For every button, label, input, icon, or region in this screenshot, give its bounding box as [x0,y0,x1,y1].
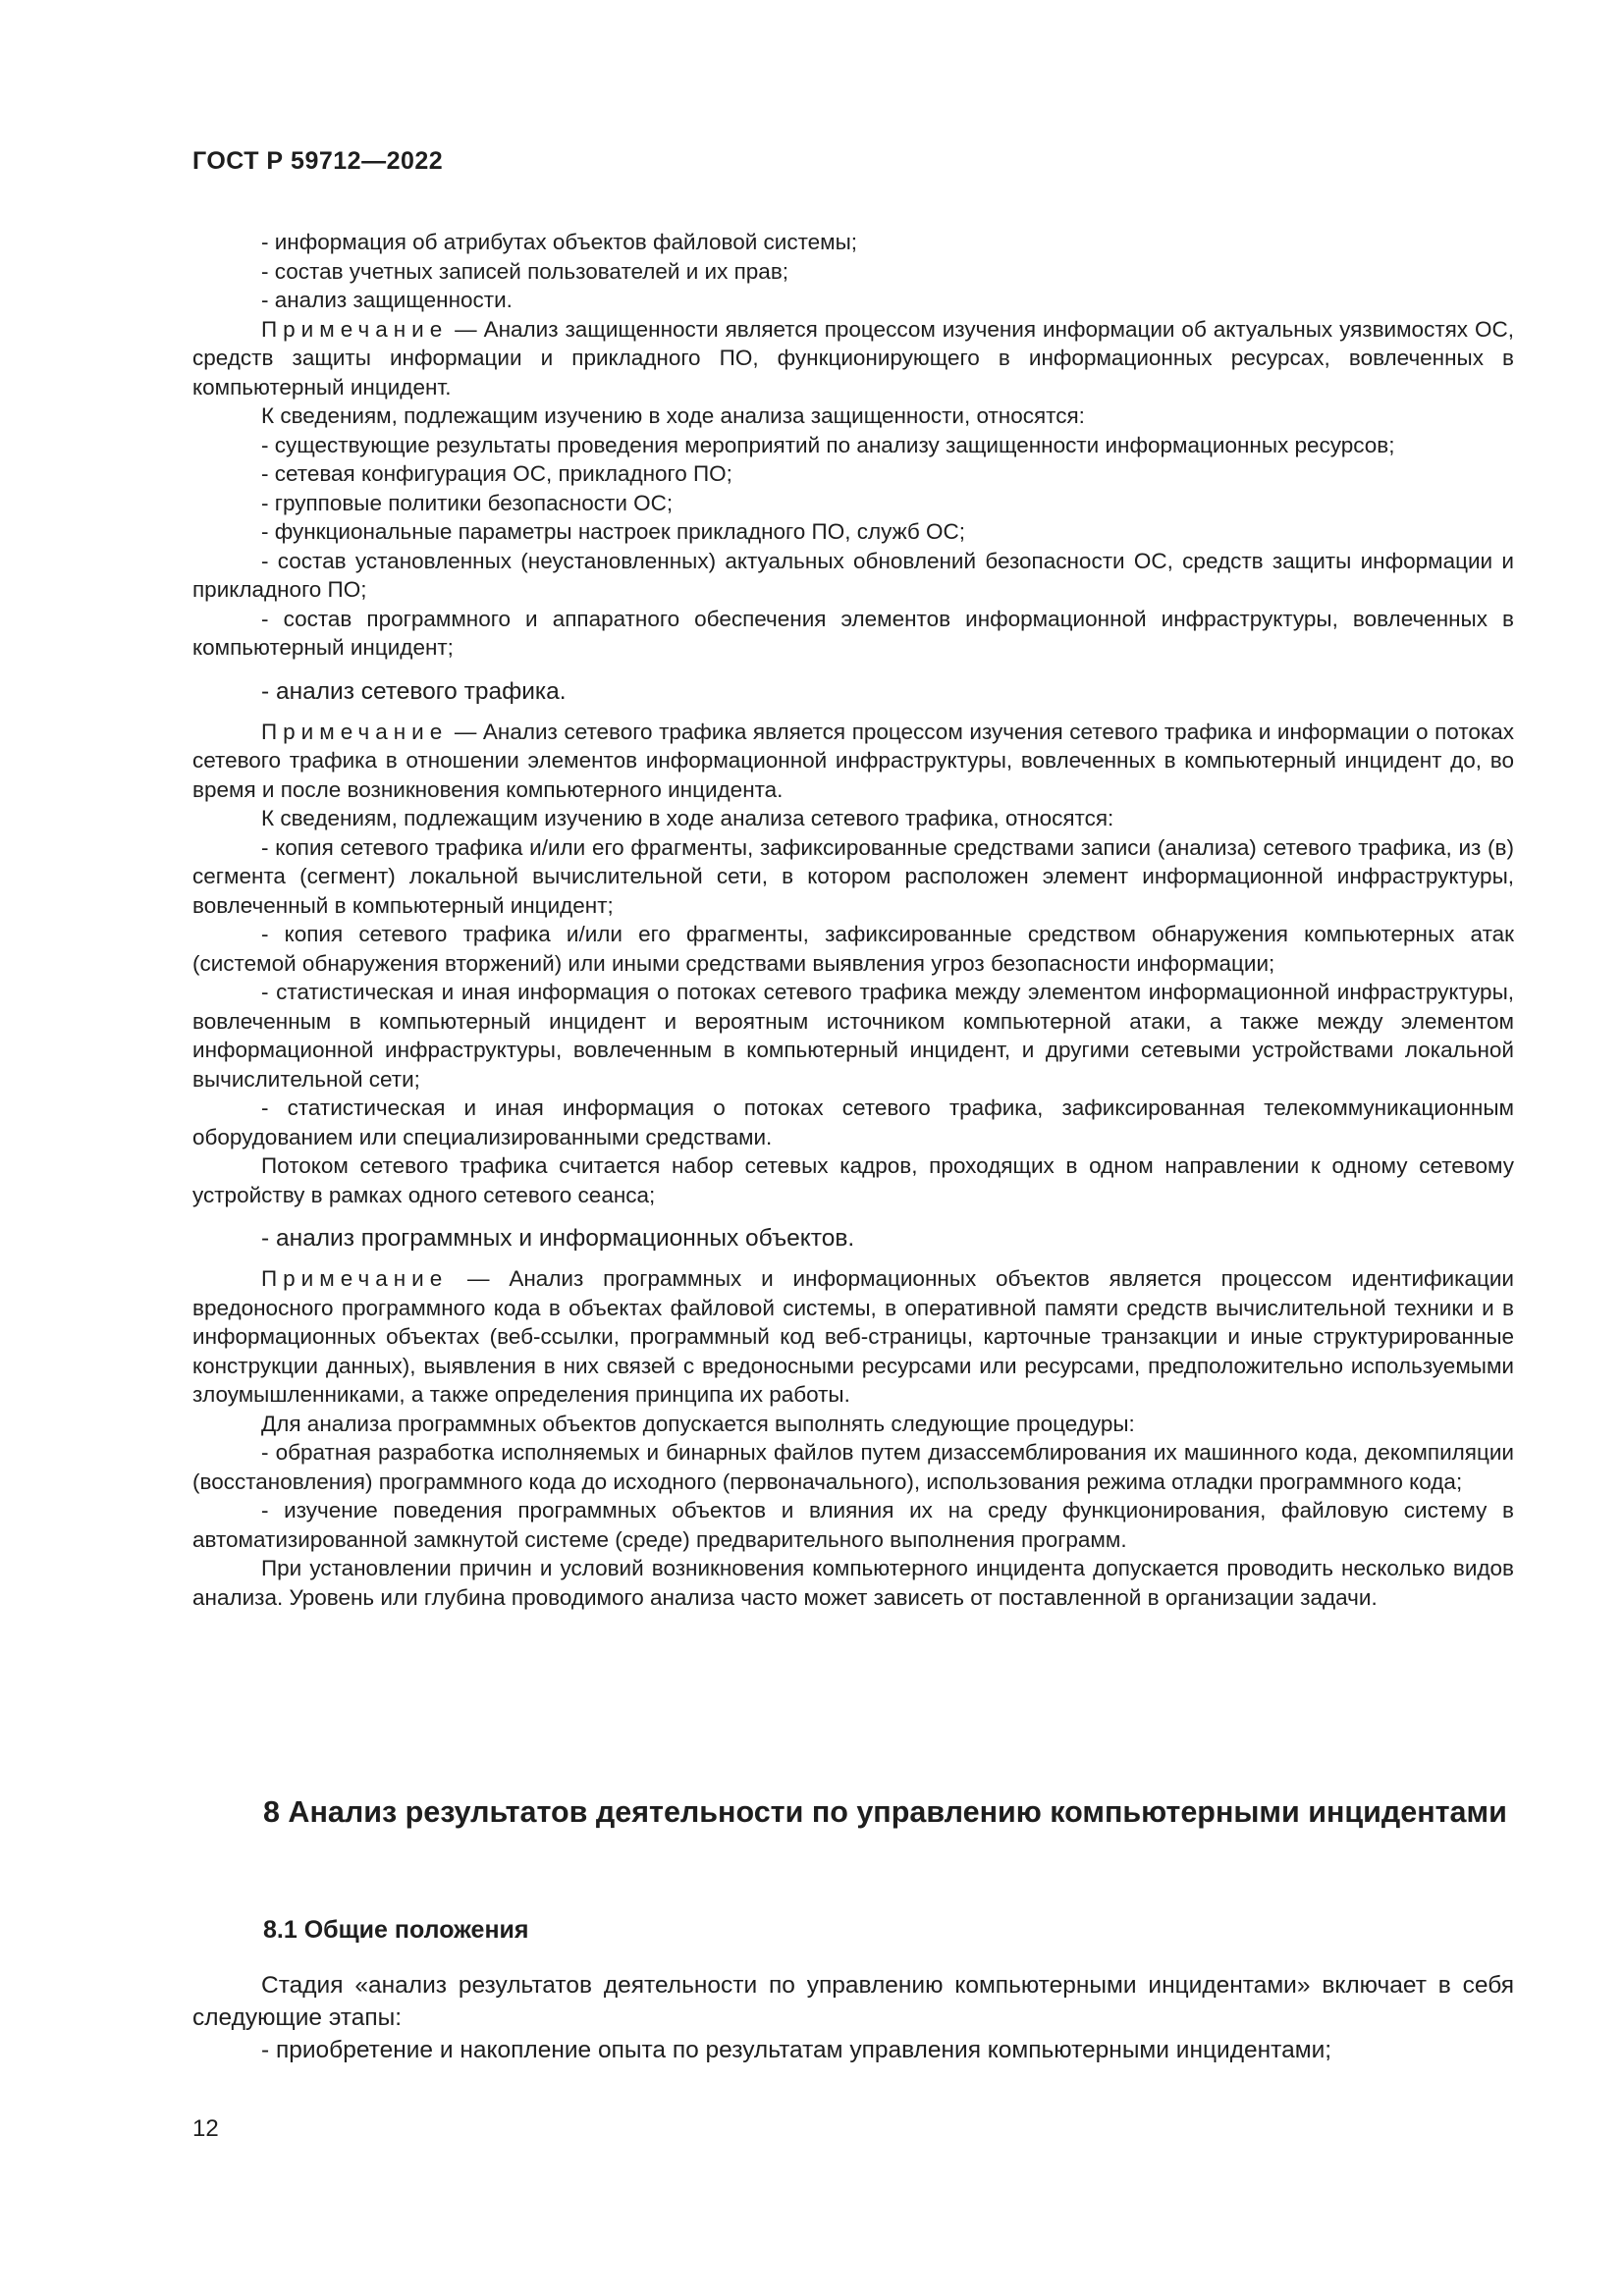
list-item: - состав учетных записей пользователей и их прав; [261,258,789,284]
subsection-heading: 8.1 Общие положения [263,1916,529,1944]
note-text: — Анализ сетевого трафика является процессом изучения сетевого трафика и информации о потоках сетевого трафика в отношении элементов информационной инфраструктуры, вовлеченных в компьютерный инцидент до, во время и после возникновения компьютерного инцидента. [192,719,1514,802]
paragraph: При установлении причин и условий возникновения компьютерного инцидента допускается проводить несколько видов анализа. Уровень или глубина проводимого анализа часто может зависеть от поставленной в организации задачи. [192,1556,1514,1610]
list-item: - состав установленных (неустановленных) актуальных обновлений безопасности ОС, средств защиты информации и прикладного ПО; [192,548,1514,602]
list-item: - приобретение и накопление опыта по результатам управления компьютерными инцидентами; [261,2037,1332,2063]
main-text-block [192,228,1514,1612]
paragraph: Стадия «анализ результатов деятельности по управлению компьютерными инцидентами» включает в себя следующие этапы: [192,1972,1514,2031]
list-item: - функциональные параметры настроек прикладного ПО, служб ОС; [261,519,966,544]
document-header: ГОСТ Р 59712—2022 [192,147,444,175]
list-item: - копия сетевого трафика и/или его фрагменты, зафиксированные средствами записи (анализа) сетевого трафика, из (в) сегмента (сегмент) локальной вычислительной сети, в котором расположен элемент информационной инфраструктуры, вовлеченный в компьютерный инцидент; [192,834,1514,918]
paragraph: Для анализа программных объектов допускается выполнять следующие процедуры: [261,1411,1135,1436]
list-item: - состав программного и аппаратного обеспечения элементов информационной инфраструктуры, вовлеченных в компьютерный инцидент; [192,606,1514,660]
note-text: — Анализ программных и информационных объектов является процессом идентификации вредоносного программного кода в объектах файловой системы, в оперативной памяти средств вычислительной техники и в информационных объектах (веб-ссылки, программный код веб-страницы, карточные транзакции и иные структурированные конструкции данных), выявления в них связей с вредоносными ресурсами или ресурсами, предположительно используемыми злоумышленниками, а также определения принципа их работы. [192,1266,1514,1407]
list-item: - информация об атрибутах объектов файловой системы; [261,230,858,254]
note-paragraph [192,718,1514,805]
note-paragraph [192,1264,1514,1410]
paragraph: Потоком сетевого трафика считается набор сетевых кадров, проходящих в одном направлении к одному сетевому устройству в рамках одного сетевого сеанса; [192,1153,1514,1207]
list-item: - существующие результаты проведения мероприятий по анализу защищенности информационных ресурсов; [261,432,1395,457]
note-label: Примечание [261,719,449,744]
paragraph: К сведениям, подлежащим изучению в ходе анализа защищенности, относятся: [261,403,1085,428]
list-item: - обратная разработка исполняемых и бинарных файлов путем дизассемблирования их машинного кода, декомпиляции (восстановления) программного кода до исходного (первоначального), использования режима отладки программного кода; [192,1440,1514,1494]
list-item: - статистическая и иная информация о потоках сетевого трафика между элементом информационной инфраструктуры, вовлеченным в компьютерный инцидент и вероятным источником компьютерной атаки, а также между элементом информационной инфраструктуры, вовлеченным в компьютерный инцидент, и другими сетевыми устройствами локальной вычислительной сети; [192,980,1514,1092]
note-label: Примечание [261,1266,449,1291]
page-number: 12 [192,2115,219,2142]
section-text-block [192,1969,1514,2066]
list-item-traffic: - анализ сетевого трафика. [261,677,567,705]
list-item: - статистическая и иная информация о потоках сетевого трафика, зафиксированная телекоммуникационным оборудованием или специализированными средствами. [192,1095,1514,1149]
list-item: - изучение поведения программных объектов и влияния их на среду функционирования, файловую систему в автоматизированной замкнутой системе (среде) предварительного выполнения программ. [192,1498,1514,1552]
note-label: Примечание [261,316,449,342]
list-item: - групповые политики безопасности ОС; [261,490,674,515]
list-item: - сетевая конфигурация ОС, прикладного ПО; [261,461,732,486]
note-text: — Анализ защищенности является процессом изучения информации об актуальных уязвимостях ОС, средств защиты информации и прикладного ПО, функционирующего в информационных ресурсах, вовлеченных в компьютерный инцидент. [192,316,1514,400]
list-item: - копия сетевого трафика и/или его фрагменты, зафиксированные средством обнаружения компьютерных атак (системой обнаружения вторжений) или иными средствами выявления угроз безопасности информации; [192,922,1514,976]
note-paragraph [192,315,1514,402]
list-item: - анализ защищенности. [261,288,513,312]
section-heading: 8 Анализ результатов деятельности по управлению компьютерными инцидентами [263,1795,1507,1829]
list-item-objects: - анализ программных и информационных объектов. [261,1225,855,1252]
paragraph: К сведениям, подлежащим изучению в ходе анализа сетевого трафика, относятся: [261,806,1114,830]
